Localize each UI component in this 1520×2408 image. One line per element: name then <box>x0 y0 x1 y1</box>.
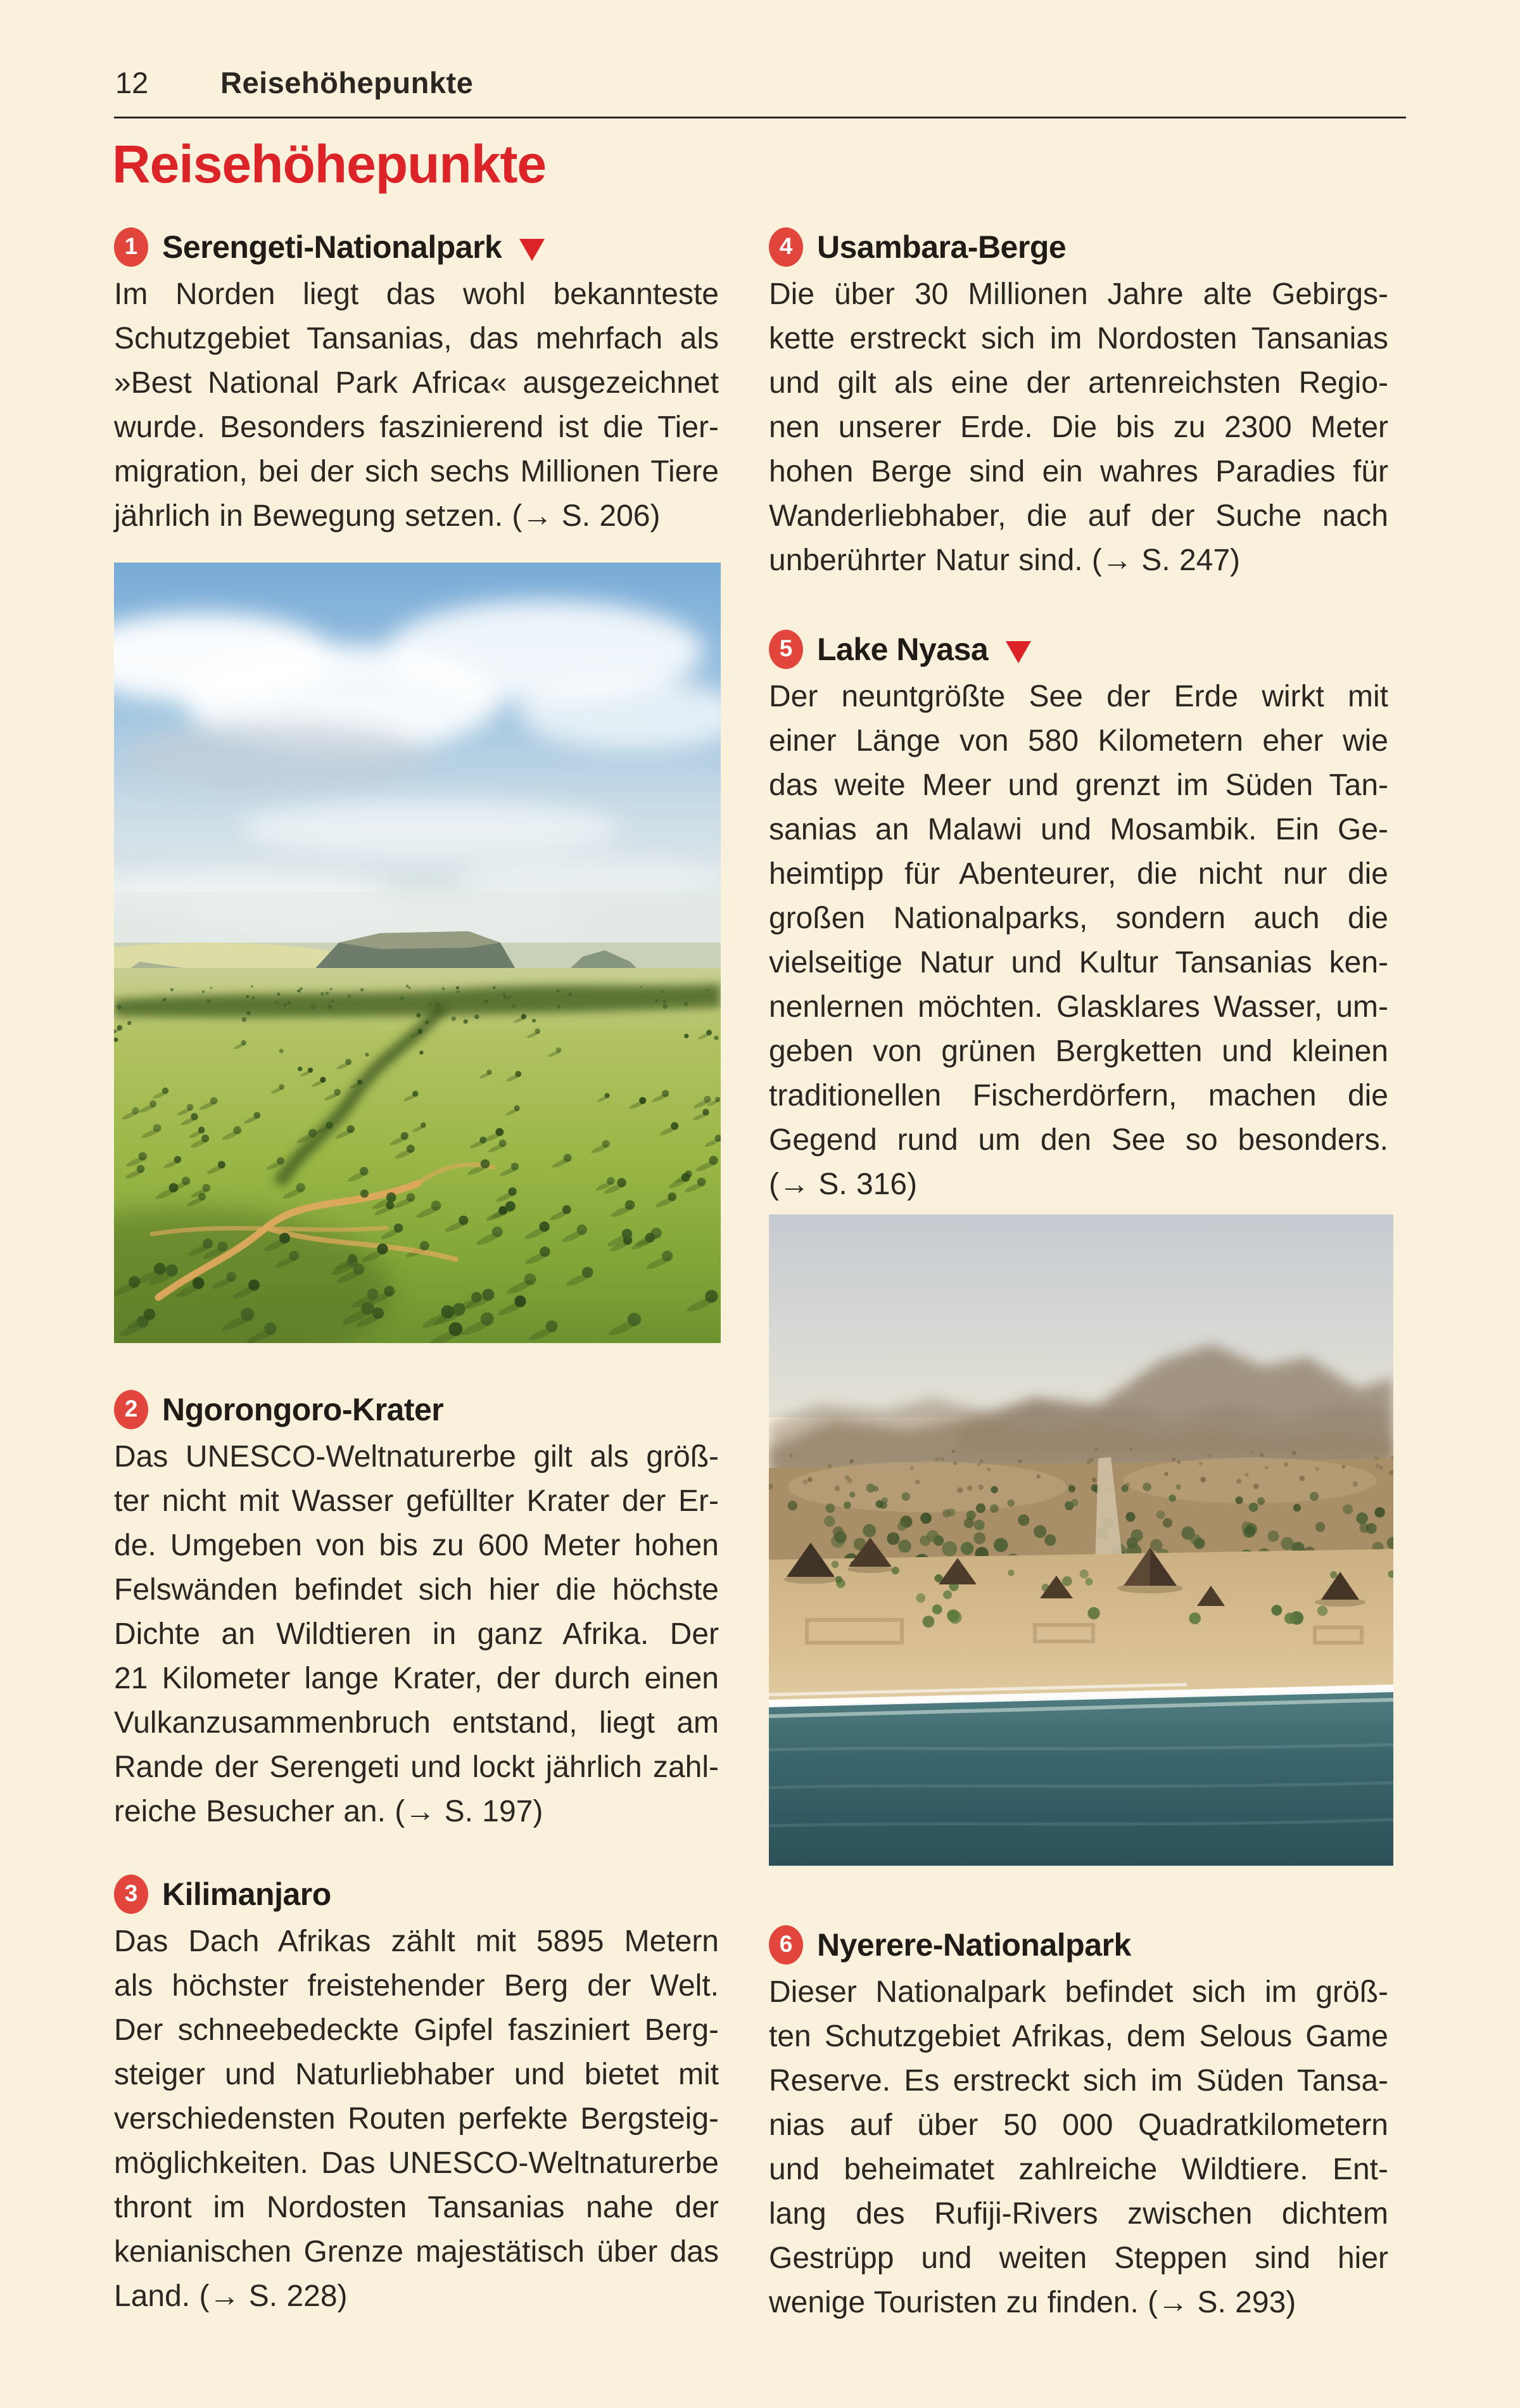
text-line: Dieser Nationalpark befindet sich im größ- <box>769 1975 1388 2009</box>
highlight-item-usambara <box>769 222 1388 583</box>
text-line: Gegend rund um den See so besonders. <box>769 1123 1388 1157</box>
text-line: thront im Nordosten Tansanias nahe der <box>114 2191 719 2224</box>
text-line: vielseitige Natur und Kultur Tansanias ken- <box>769 946 1388 979</box>
item-number-badge: 3 <box>114 1875 148 1914</box>
red-down-triangle-icon <box>1006 641 1031 663</box>
text-line: Vulkanzusammenbruch entstand, liegt am <box>114 1706 719 1740</box>
text-line: (→ S. 316) <box>769 1168 918 1201</box>
item-number-badge: 4 <box>769 227 803 267</box>
item-heading <box>114 1869 719 1920</box>
serengeti-illustration <box>114 563 721 1343</box>
lake-nyasa-illustration <box>769 1214 1393 1866</box>
text-line: als höchster freistehender Berg der Welt. <box>114 1969 719 2003</box>
text-line: ter nicht mit Wasser gefüllter Krater der Er- <box>114 1484 719 1518</box>
text-line: nias auf über 50 000 Quadratkilometern <box>769 2108 1388 2142</box>
text-line: ten Schutzgebiet Afrikas, dem Selous Game <box>769 2020 1388 2053</box>
text-line: und gilt als eine der artenreichsten Regio- <box>769 366 1388 400</box>
text-line: Das UNESCO-Weltnaturerbe gilt als größ- <box>114 1440 719 1474</box>
hill-light <box>1124 1458 1377 1503</box>
text-line: verschiedensten Routen perfekte Bergsteig- <box>114 2102 719 2136</box>
item-title: Usambara-Berge <box>817 229 1067 265</box>
text-line: möglichkeiten. Das UNESCO-Weltnaturerbe <box>114 2146 719 2180</box>
item-title: Kilimanjaro <box>162 1876 331 1912</box>
text-line: Gestrüpp und weiten Steppen sind hier <box>769 2241 1388 2275</box>
text-line: einer Länge von 580 Kilometern eher wie <box>769 724 1388 758</box>
text-line: Wanderliebhaber, die auf der Suche nach <box>769 499 1388 533</box>
text-line: kette erstreckt sich im Nordosten Tansanias <box>769 322 1388 355</box>
text-line: steiger und Naturliebhaber und bietet mit <box>114 2058 719 2091</box>
text-line: »Best National Park Africa« ausgezeichnet <box>114 366 719 400</box>
highlight-item-kilimanjaro <box>114 1869 719 2319</box>
item-paragraph <box>769 1970 1388 2325</box>
item-paragraph <box>114 1435 719 1834</box>
text-line: sanias an Malawi und Mosambik. Ein Ge- <box>769 813 1388 846</box>
item-title: Serengeti-Nationalpark <box>162 229 502 265</box>
text-line: heimtipp für Abenteurer, die nicht nur die <box>769 857 1388 891</box>
red-down-triangle-icon <box>519 239 545 261</box>
header-rule <box>114 117 1406 118</box>
text-line: nenlernen möchten. Glasklares Wasser, um- <box>769 990 1388 1024</box>
text-line: Reserve. Es erstreckt sich im Süden Tansa- <box>769 2064 1388 2098</box>
item-title: Lake Nyasa <box>817 632 989 667</box>
item-heading <box>769 1920 1388 1970</box>
highlight-item-serengeti <box>114 222 719 538</box>
item-heading <box>114 1384 719 1435</box>
item-title: Nyerere-Nationalpark <box>817 1927 1131 1963</box>
photo-serengeti <box>114 563 721 1343</box>
highlight-item-lake-nyasa <box>769 624 1388 1207</box>
text-line: 21 Kilometer lange Krater, der durch einen <box>114 1662 719 1695</box>
text-line: reiche Besucher an. (→ S. 197) <box>114 1795 543 1828</box>
item-title: Ngorongoro-Krater <box>162 1392 444 1427</box>
text-line: Rande der Serengeti und lockt jährlich zahl- <box>114 1750 719 1784</box>
item-heading <box>769 222 1388 272</box>
photo-lake-nyasa <box>769 1214 1393 1866</box>
item-paragraph <box>769 675 1388 1207</box>
text-line: hohen Berge sind ein wahres Paradies für <box>769 455 1388 488</box>
text-line: kenianischen Grenze majestätisch über das <box>114 2235 719 2269</box>
lake-water <box>769 1690 1393 1866</box>
text-line: Schutzgebiet Tansanias, das mehrfach als <box>114 322 719 355</box>
page-title: Reisehöhepunkte <box>112 134 547 194</box>
text-line: Felswänden befindet sich hier die höchste <box>114 1573 719 1607</box>
text-line: Im Norden liegt das wohl bekannteste <box>114 277 719 311</box>
text-line: wurde. Besonders faszinierend ist die Tier- <box>114 411 719 444</box>
item-heading <box>769 624 1388 675</box>
text-line: de. Umgeben von bis zu 600 Meter hohen <box>114 1529 719 1562</box>
text-line: Dichte an Wildtieren in ganz Afrika. Der <box>114 1617 719 1651</box>
text-line: Der neuntgrößte See der Erde wirkt mit <box>769 680 1388 713</box>
text-line: geben von grünen Bergketten und kleinen <box>769 1035 1388 1068</box>
text-line: wenige Touristen zu finden. (→ S. 293) <box>769 2286 1296 2319</box>
text-line: Das Dach Afrikas zählt mit 5895 Metern <box>114 1925 719 1958</box>
item-number-badge: 2 <box>114 1390 148 1429</box>
text-line: Der schneebedeckte Gipfel fasziniert Berg- <box>114 2013 719 2047</box>
running-header-title: Reisehöhepunkte <box>220 66 474 99</box>
text-line: lang des Rufiji-Rivers zwischen dichtem <box>769 2197 1388 2231</box>
item-paragraph <box>114 272 719 538</box>
text-line: unberührter Natur sind. (→ S. 247) <box>769 544 1241 577</box>
highlight-item-ngorongoro <box>114 1384 719 1834</box>
text-line: traditionellen Fischerdörfern, machen die <box>769 1079 1388 1112</box>
item-paragraph <box>114 1920 719 2319</box>
text-line: Land. (→ S. 228) <box>114 2279 348 2313</box>
item-paragraph <box>769 272 1388 583</box>
item-number-badge: 1 <box>114 227 148 267</box>
item-number-badge: 6 <box>769 1925 803 1965</box>
text-line: jährlich in Bewegung setzen. (→ S. 206) <box>114 499 661 533</box>
item-number-badge: 5 <box>769 630 803 669</box>
text-line: nen unserer Erde. Die bis zu 2300 Meter <box>769 411 1388 444</box>
highlight-item-nyerere <box>769 1920 1388 2325</box>
item-heading <box>114 222 719 272</box>
text-line: großen Nationalparks, sondern auch die <box>769 901 1388 935</box>
page-number: 12 <box>115 66 149 99</box>
text-line: migration, bei der sich sechs Millionen Tiere <box>114 455 719 488</box>
text-line: Die über 30 Millionen Jahre alte Gebirgs- <box>769 277 1388 311</box>
text-line: das weite Meer und grenzt im Süden Tan- <box>769 768 1388 802</box>
text-line: und beheimatet zahlreiche Wildtiere. Ent- <box>769 2153 1388 2186</box>
